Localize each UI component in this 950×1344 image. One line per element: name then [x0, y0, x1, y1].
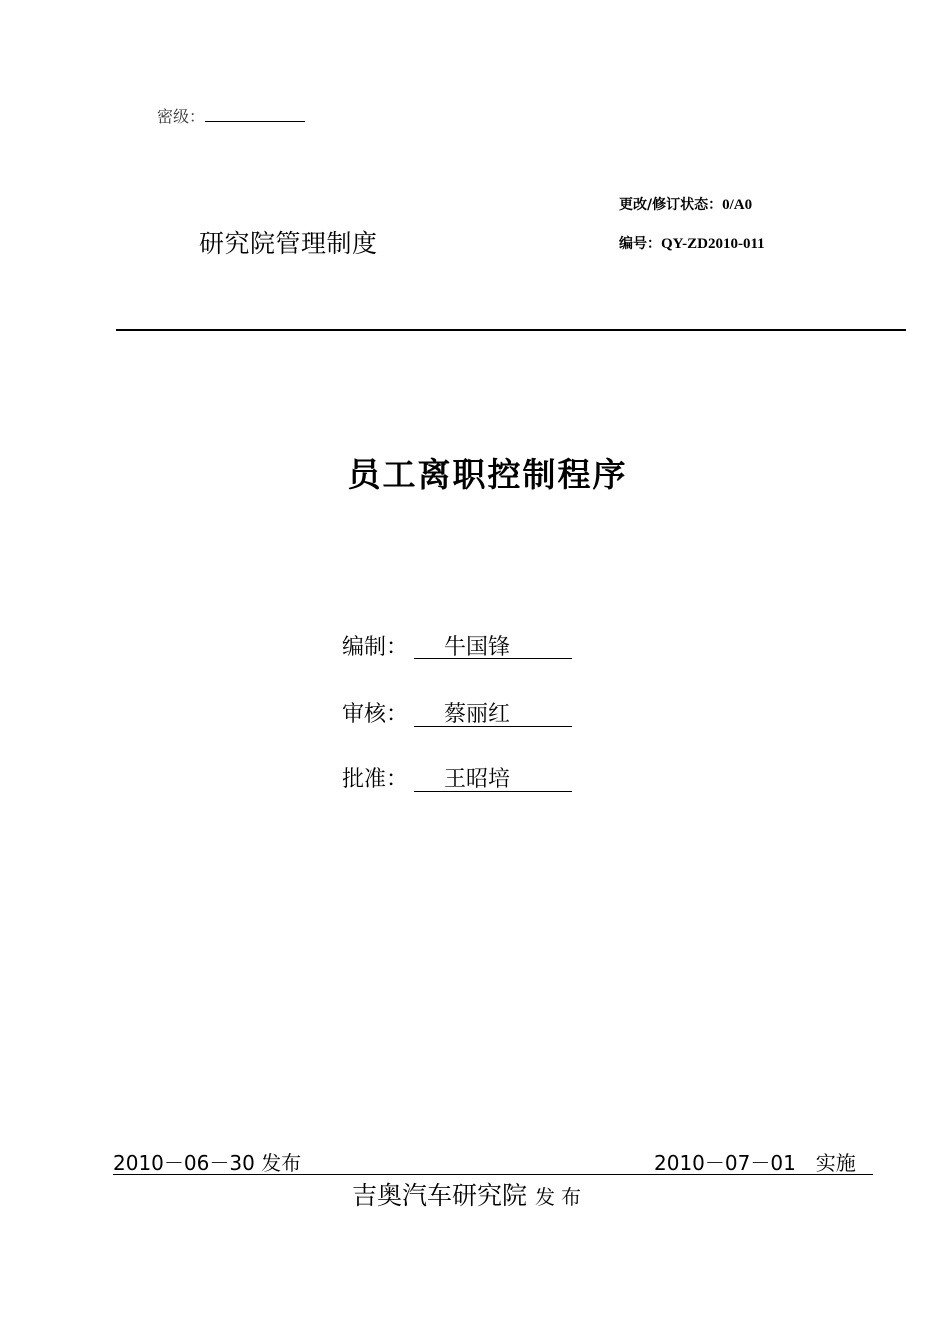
secrecy-label: 密级： [157, 107, 206, 126]
code-label: 编号： [619, 236, 661, 252]
footer-divider [113, 1174, 873, 1175]
signature-line-reviewer [414, 726, 572, 727]
institute-title: 研究院管理制度 [199, 229, 378, 258]
header-divider [116, 329, 906, 331]
revision-label: 更改/修订状态： [619, 197, 723, 213]
signature-name-approver: 王昭培 [444, 767, 511, 792]
code-value: QY-ZD2010-011 [661, 236, 765, 252]
signature-line-approver [414, 791, 572, 792]
publisher-name: 吉奥汽车研究院 [352, 1181, 528, 1210]
revision-value: 0/A0 [722, 197, 753, 213]
effective-date: 2010－07－01 实施 [654, 1151, 856, 1175]
signature-label-reviewer: 审核： [342, 702, 409, 727]
signature-label-compiler: 编制： [342, 635, 409, 660]
signature-name-compiler: 牛国锋 [444, 635, 511, 660]
signature-line-compiler [414, 658, 572, 659]
document-title: 员工离职控制程序 [347, 455, 628, 494]
publish-date: 2010－06－30 发布 [113, 1151, 302, 1175]
revision-status [619, 194, 752, 214]
publisher-line [352, 1176, 587, 1212]
document-code [619, 233, 765, 253]
signature-name-reviewer: 蔡丽红 [444, 702, 511, 727]
publisher-suffix: 发布 [535, 1185, 588, 1209]
signature-label-approver: 批准： [342, 767, 409, 792]
secrecy-blank-line [205, 121, 305, 122]
